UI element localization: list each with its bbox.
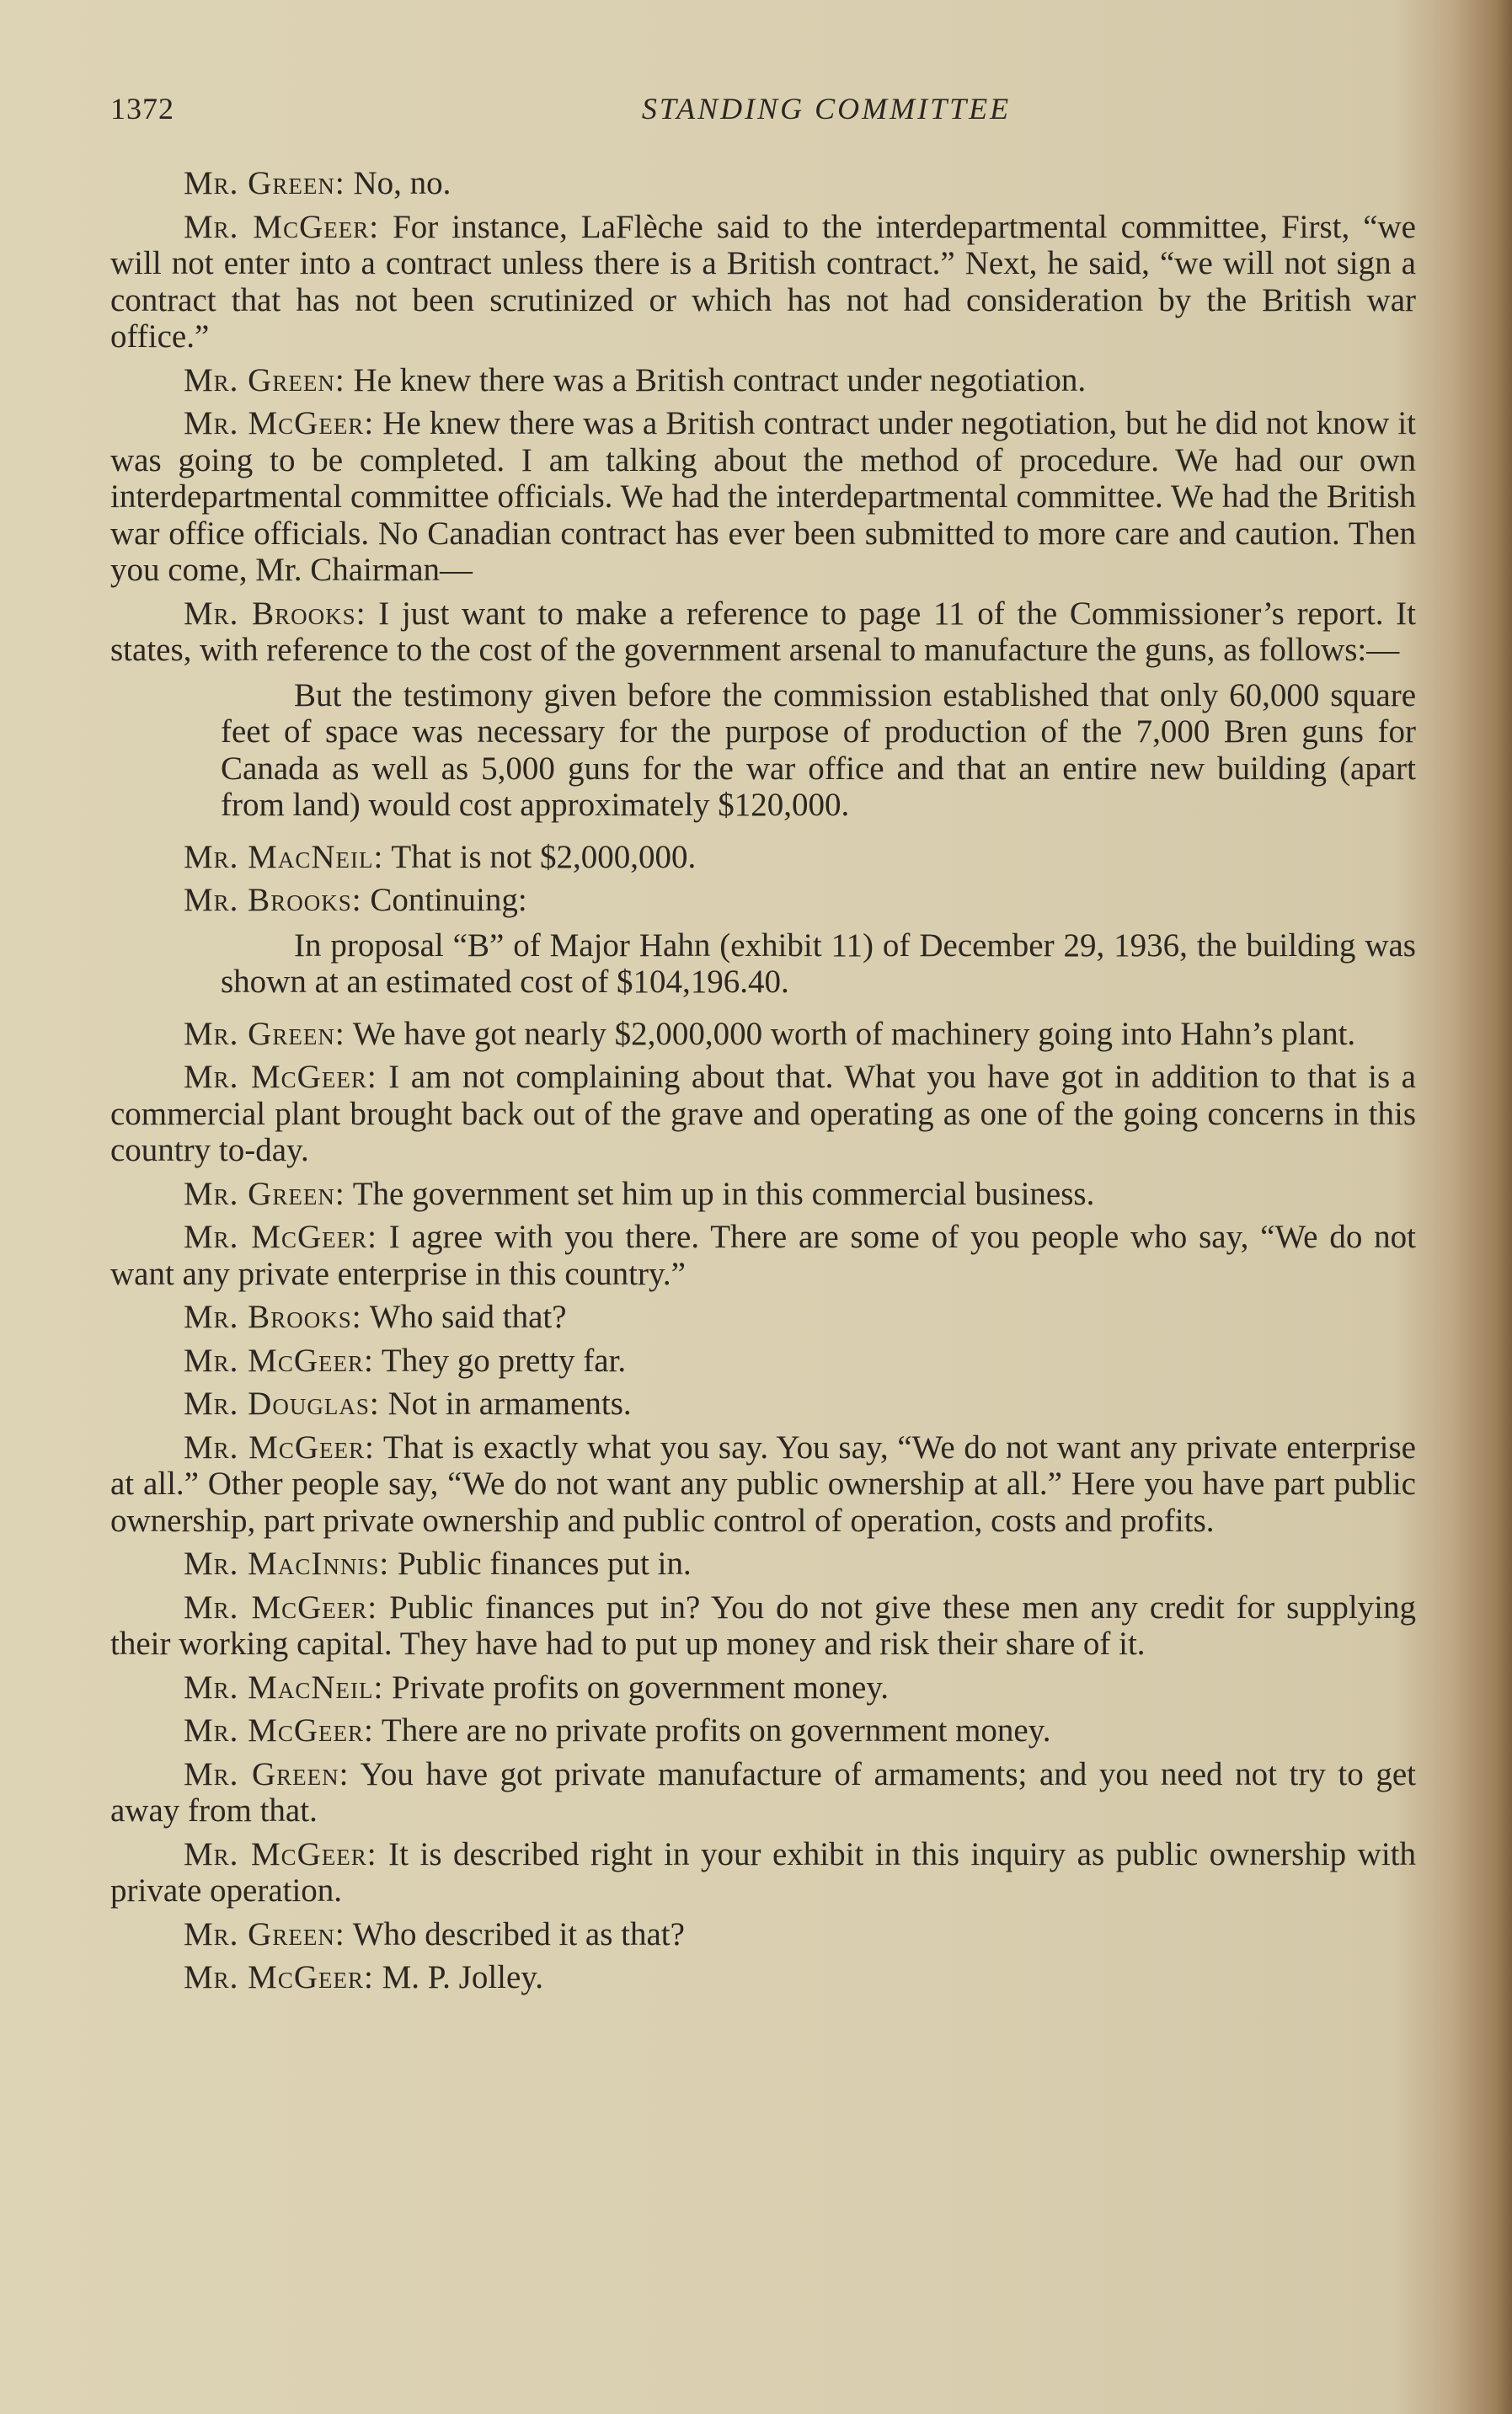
speaker-name: Mr. McGeer: [184,1219,377,1255]
speech-paragraph [110,1059,1416,1169]
running-title: STANDING COMMITTEE [641,92,1012,126]
speech-paragraph [110,1546,1416,1583]
speech-paragraph [110,1756,1416,1829]
quoted-passage: In proposal “B” of Major Hahn (exhibit 11) of December 29, 1936, the building was shown at an estimated cost of $104,196.40. [221,927,1416,1000]
speech-text: We have got nearly $2,000,000 worth of machinery going into Hahn’s plant. [345,1015,1356,1052]
speech-text: That is exactly what you say. You say, “We do not want any private enterprise at all.” Other people say, “We do not want any public ownership at all.” Here you have part public ownership, part private ownership and public control of operation, costs and profits. [110,1429,1416,1539]
speech-text: For instance, LaFlèche said to the interdepartmental committee, First, “we will not enter into a contract unless there is a British contract.” Next, he said, “we will not sign a contract that has not been scrutinized or which has not had consideration by the British war office.” [110,208,1416,355]
speech-text: M. P. Jolley. [373,1959,544,1995]
speech-text: Who said that? [361,1299,567,1335]
speech-paragraph [110,595,1416,669]
speaker-name: Mr. McGeer: [184,1712,374,1749]
speech-paragraph [110,1669,1416,1706]
speaker-name: Mr. McGeer: [184,1835,377,1872]
speech-text: I agree with you there. There are some of you people who say, “We do not want any private enterprise in this country.” [110,1219,1416,1292]
speaker-name: Mr. McGeer: [184,1059,377,1095]
page-number: 1372 [110,92,174,126]
speech-paragraph [110,1916,1416,1953]
speech-text: There are no private profits on government money. [373,1712,1051,1749]
speech-text: Continuing: [361,882,527,918]
speech-text: They go pretty far. [373,1342,627,1379]
speech-text: Not in armaments. [379,1386,632,1422]
speech-text: I am not complaining about that. What you have got in addition to that is a commercial plant brought back out of the grave and operating as one of the going concerns in this country to-day. [110,1059,1416,1168]
speaker-name: Mr. MacNeil: [184,1669,384,1706]
speech-paragraph [110,1712,1416,1749]
speaker-name: Mr. Green: [184,1015,345,1052]
speaker-name: Mr. Green: [184,361,345,398]
speech-text: Private profits on government money. [383,1669,890,1706]
transcript-body [110,165,1416,2003]
speaker-name: Mr. Green: [184,1755,350,1792]
speech-paragraph [110,1589,1416,1663]
page-header [110,91,1416,133]
speaker-name: Mr. Brooks: [184,595,366,632]
speech-paragraph [110,1386,1416,1423]
speech-text: That is not $2,000,000. [383,838,697,875]
speaker-name: Mr. McGeer: [184,1342,374,1379]
speech-text: No, no. [345,165,451,201]
speech-text: He knew there was a British contract under negotiation. [345,361,1087,398]
speaker-name: Mr. Green: [184,165,345,201]
speaker-name: Mr. MacNeil: [184,838,384,875]
speaker-name: Mr. MacInnis: [184,1546,390,1582]
speech-text: The government set him up in this commercial business. [345,1175,1095,1212]
speech-paragraph [110,1176,1416,1213]
speaker-name: Mr. Brooks: [184,882,362,918]
quoted-passage: But the testimony given before the commission established that only 60,000 square feet of space was necessary for the purpose of production of the 7,000 Bren guns for Canada as well as 5,000 guns for the war office and that an entire new building (apart from land) would cost approximately $120,000. [221,676,1416,823]
speech-text: He knew there was a British contract under negotiation, but he did not know it was going to be completed. I am talking about the method of procedure. We had our own interdepartmental committee officials. We had the interdepartmental committee. We had the British war office officials. No Canadian contract has ever been submitted to more care and caution. Then you come, Mr. Chairman— [110,405,1416,588]
speech-paragraph [110,839,1416,876]
speech-paragraph [110,1959,1416,1996]
speech-paragraph [110,1836,1416,1909]
speech-paragraph [110,1429,1416,1540]
speech-text: Public finances put in? You do not give these men any credit for supplying their working capital. They have had to put up money and risk their share of it. [110,1589,1416,1662]
speech-paragraph [110,1299,1416,1336]
speech-text: It is described right in your exhibit in this inquiry as public ownership with private operation. [110,1835,1416,1909]
speech-paragraph [110,165,1416,202]
speech-text: Public finances put in. [389,1546,692,1582]
speech-paragraph [110,405,1416,589]
speaker-name: Mr. McGeer: [184,208,380,245]
speech-text: Who described it as that? [345,1915,685,1952]
speaker-name: Mr. McGeer: [184,1589,378,1626]
speech-paragraph [110,882,1416,919]
speaker-name: Mr. Douglas: [184,1386,380,1422]
speech-paragraph [110,1219,1416,1292]
speech-paragraph [110,362,1416,399]
speaker-name: Mr. Brooks: [184,1299,362,1335]
speech-paragraph [110,1343,1416,1380]
speaker-name: Mr. Green: [184,1175,345,1212]
speech-text: I just want to make a reference to page 11 of the Commissioner’s report. It states, with reference to the cost of the government arsenal to manufacture the guns, as follows:— [110,595,1416,668]
speaker-name: Mr. McGeer: [184,405,375,441]
speech-paragraph [110,1016,1416,1053]
speaker-name: Mr. Green: [184,1915,345,1952]
speech-text: You have got private manufacture of armaments; and you need not try to get away from that. [110,1755,1416,1829]
speech-paragraph [110,209,1416,355]
speaker-name: Mr. McGeer: [184,1959,374,1995]
speaker-name: Mr. McGeer: [184,1429,375,1466]
